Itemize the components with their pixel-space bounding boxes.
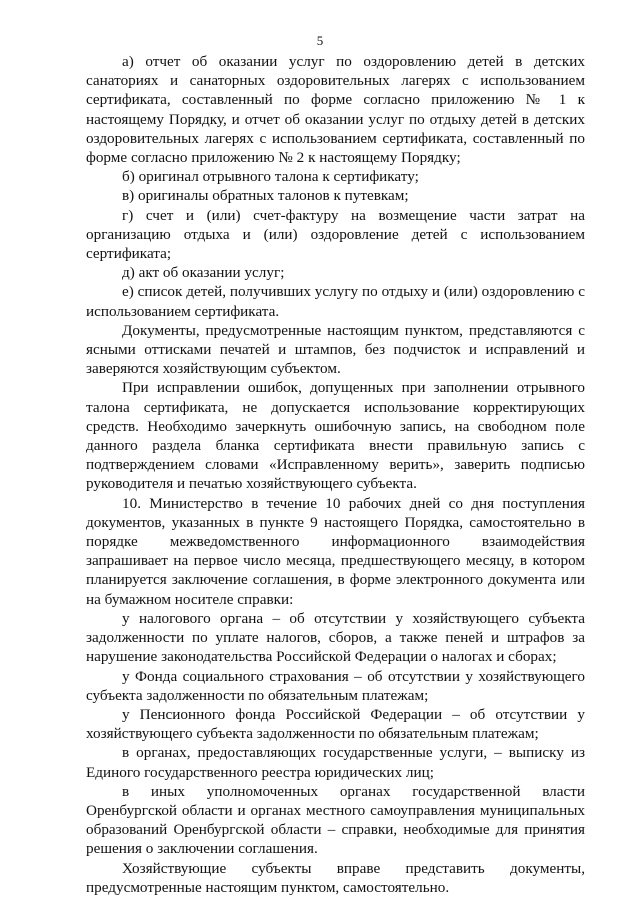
paragraph-item-d: д) акт об оказании услуг; bbox=[122, 264, 285, 282]
paragraph-item-e: е) список детей, получивших услугу по отдыху и (или) оздоровлению с использованием сертификата. bbox=[86, 283, 585, 320]
paragraph-pension-fund: у Пенсионного фонда Российской Федерации – об отсутствии у хозяйствующего субъекта задолженности по обязательным платежам; bbox=[86, 705, 585, 743]
paragraph-item-v: в) оригиналы обратных талонов к путевкам; bbox=[122, 187, 409, 205]
paragraph-documents-requirements: Документы, предусмотренные настоящим пунктом, представляются с ясными оттисками печатей и штампов, без подчисток и исправлений и заверяются хозяйствующим субъектом. bbox=[86, 321, 585, 378]
paragraph-clause-10: 10. Министерство в течение 10 рабочих дней со дня поступления документов, указанных в пункте 9 настоящего Порядка, самостоятельно в порядке межведомственного информационного взаимодействия запрашивает на первое число месяца, предшествующего месяцу, в котором планируется заключение соглашения, в форме электронного документа или на бумажном носителе справки: bbox=[86, 494, 585, 608]
paragraph-item-g: г) счет и (или) счет-фактуру на возмещение части затрат на организацию отдыха и (или) оздоровление детей с использованием сертификата; bbox=[86, 206, 585, 263]
paragraph-item-a: а) отчет об оказании услуг по оздоровлению детей в детских санаториях и санаторных оздоровительных лагерях с использованием сертификата, составленный по форме согласно приложению № 1 к настоящему Порядку, и отчет об оказании услуг по отдыху детей в детских оздоровительных лагерях с использованием сертификата, составленный по форме согласно приложению № 2 к настоящему Порядку; bbox=[86, 53, 585, 167]
page-number: 5 bbox=[316, 33, 324, 48]
paragraph-state-services: в органах, предоставляющих государственные услуги, – выписку из Единого государственного реестра юридических лиц; bbox=[86, 744, 585, 781]
paragraph-error-correction: При исправлении ошибок, допущенных при заполнении отрывного талона сертификата, не допускается использование корректирующих средств. Необходимо зачеркнуть ошибочную запись, на свободном поле данного раздела бланка сертификата внести правильную запись с подтверждением словами «Исправленному верить», заверить подписью руководителя и печатью хозяйствующего субъекта. bbox=[86, 379, 585, 493]
paragraph-other-authorities: в иных уполномоченных органах государственной власти Оренбургской области и органах местного самоуправления муниципальных образований Оренбургской области – справки, необходимые для принятия решения о заключении соглашения. bbox=[86, 782, 585, 858]
paragraph-self-submission: Хозяйствующие субъекты вправе представить документы, предусмотренные настоящим пунктом, самостоятельно. bbox=[86, 859, 585, 896]
paragraph-item-b: б) оригинал отрывного талона к сертификату; bbox=[122, 168, 419, 186]
document-body bbox=[86, 52, 585, 897]
paragraph-tax-authority: у налогового органа – об отсутствии у хозяйствующего субъекта задолженности по уплате налогов, сборов, а также пеней и штрафов за нарушение законодательства Российской Федерации о налогах и сборах; bbox=[86, 609, 585, 666]
paragraph-social-insurance-fund: у Фонда социального страхования – об отсутствии у хозяйствующего субъекта задолженности по обязательным платежам; bbox=[86, 667, 585, 704]
